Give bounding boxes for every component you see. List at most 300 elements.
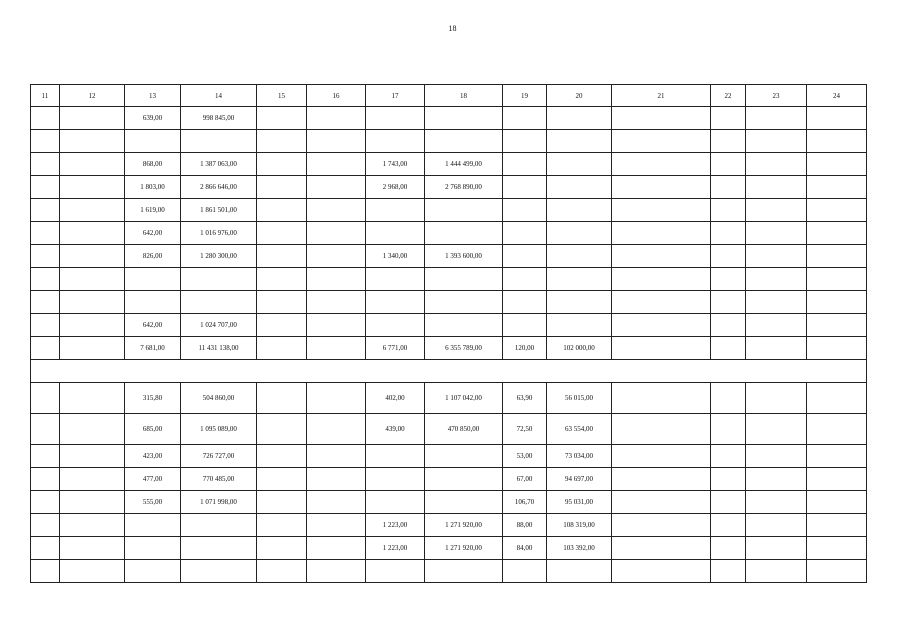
table-cell bbox=[807, 130, 867, 153]
table-row bbox=[31, 268, 867, 291]
table-cell bbox=[257, 560, 307, 583]
table-cell bbox=[612, 414, 711, 445]
table-cell bbox=[612, 199, 711, 222]
table-cell bbox=[807, 383, 867, 414]
data-table bbox=[30, 84, 867, 583]
table-cell: 504 860,00 bbox=[181, 383, 257, 414]
table-cell bbox=[307, 468, 366, 491]
table-cell: 1 743,00 bbox=[366, 153, 425, 176]
column-header: 11 bbox=[31, 85, 60, 107]
table-cell bbox=[425, 222, 503, 245]
table-cell bbox=[60, 291, 125, 314]
table-cell bbox=[31, 491, 60, 514]
table-cell bbox=[307, 560, 366, 583]
table-cell bbox=[807, 514, 867, 537]
table-cell: 1 393 600,00 bbox=[425, 245, 503, 268]
table-row bbox=[31, 176, 867, 199]
table-cell: 103 392,00 bbox=[547, 537, 612, 560]
column-header: 22 bbox=[711, 85, 746, 107]
table-cell: 56 015,00 bbox=[547, 383, 612, 414]
table-cell bbox=[366, 130, 425, 153]
table-cell bbox=[60, 468, 125, 491]
table-cell bbox=[31, 445, 60, 468]
table-cell bbox=[125, 268, 181, 291]
table-cell bbox=[60, 537, 125, 560]
table-cell bbox=[181, 560, 257, 583]
table-cell bbox=[257, 107, 307, 130]
column-header: 23 bbox=[746, 85, 807, 107]
table-cell bbox=[257, 314, 307, 337]
table-cell bbox=[257, 176, 307, 199]
table-row bbox=[31, 314, 867, 337]
table-cell bbox=[503, 199, 547, 222]
table-cell bbox=[503, 153, 547, 176]
table-cell bbox=[746, 537, 807, 560]
table-cell bbox=[612, 560, 711, 583]
table-cell bbox=[503, 130, 547, 153]
table-cell bbox=[711, 199, 746, 222]
table-cell bbox=[711, 414, 746, 445]
table-cell: 1 387 063,00 bbox=[181, 153, 257, 176]
table-cell bbox=[547, 291, 612, 314]
table-cell: 72,50 bbox=[503, 414, 547, 445]
table-cell bbox=[807, 107, 867, 130]
table-cell bbox=[547, 560, 612, 583]
table-cell bbox=[425, 314, 503, 337]
table-cell bbox=[612, 445, 711, 468]
table-cell: 1 024 707,00 bbox=[181, 314, 257, 337]
table-cell bbox=[31, 245, 60, 268]
table-cell bbox=[612, 107, 711, 130]
table-cell bbox=[31, 222, 60, 245]
table-cell bbox=[612, 537, 711, 560]
table-cell bbox=[60, 337, 125, 360]
table-row bbox=[31, 199, 867, 222]
table-cell: 470 850,00 bbox=[425, 414, 503, 445]
column-header: 18 bbox=[425, 85, 503, 107]
table-cell: 84,00 bbox=[503, 537, 547, 560]
table-cell bbox=[807, 445, 867, 468]
table-cell bbox=[547, 268, 612, 291]
table-cell bbox=[503, 222, 547, 245]
column-header: 21 bbox=[612, 85, 711, 107]
table-cell bbox=[181, 291, 257, 314]
table-cell bbox=[125, 130, 181, 153]
table-cell bbox=[425, 445, 503, 468]
table-cell bbox=[257, 414, 307, 445]
table-cell bbox=[746, 222, 807, 245]
table-cell bbox=[60, 491, 125, 514]
table-cell: 7 681,00 bbox=[125, 337, 181, 360]
table-row bbox=[31, 360, 867, 383]
table-cell: 642,00 bbox=[125, 222, 181, 245]
table-cell bbox=[547, 245, 612, 268]
column-header: 12 bbox=[60, 85, 125, 107]
table-cell bbox=[181, 514, 257, 537]
table-cell: 1 861 501,00 bbox=[181, 199, 257, 222]
table-cell bbox=[807, 314, 867, 337]
table-cell bbox=[503, 245, 547, 268]
table-cell bbox=[612, 222, 711, 245]
table-cell: 73 034,00 bbox=[547, 445, 612, 468]
table-cell bbox=[257, 514, 307, 537]
table-cell bbox=[612, 491, 711, 514]
table-cell: 6 355 789,00 bbox=[425, 337, 503, 360]
table-cell bbox=[307, 514, 366, 537]
table-cell bbox=[711, 107, 746, 130]
table-cell bbox=[425, 291, 503, 314]
table-row bbox=[31, 414, 867, 445]
table-cell bbox=[31, 268, 60, 291]
table-cell: 108 319,00 bbox=[547, 514, 612, 537]
table-cell bbox=[125, 537, 181, 560]
table-cell: 63,90 bbox=[503, 383, 547, 414]
table-cell bbox=[547, 314, 612, 337]
table-cell: 53,00 bbox=[503, 445, 547, 468]
table-row bbox=[31, 222, 867, 245]
table-cell: 1 107 042,00 bbox=[425, 383, 503, 414]
table-cell bbox=[60, 383, 125, 414]
table-row bbox=[31, 107, 867, 130]
table-cell bbox=[257, 268, 307, 291]
table-row bbox=[31, 445, 867, 468]
table-cell bbox=[60, 176, 125, 199]
table-cell bbox=[366, 314, 425, 337]
table-cell: 1 619,00 bbox=[125, 199, 181, 222]
table-cell bbox=[711, 130, 746, 153]
table-cell bbox=[60, 107, 125, 130]
table-cell bbox=[807, 245, 867, 268]
table-cell bbox=[31, 107, 60, 130]
table-cell: 63 554,00 bbox=[547, 414, 612, 445]
table-cell bbox=[711, 314, 746, 337]
table-cell bbox=[503, 176, 547, 199]
table-cell: 1 271 920,00 bbox=[425, 537, 503, 560]
table-cell bbox=[31, 291, 60, 314]
table-cell bbox=[711, 222, 746, 245]
table-cell: 1 095 089,00 bbox=[181, 414, 257, 445]
table-cell bbox=[307, 445, 366, 468]
table-cell: 6 771,00 bbox=[366, 337, 425, 360]
table-cell bbox=[307, 537, 366, 560]
header-row bbox=[31, 85, 867, 107]
table-cell bbox=[181, 130, 257, 153]
table-cell bbox=[60, 560, 125, 583]
table-cell bbox=[807, 337, 867, 360]
table-cell bbox=[366, 468, 425, 491]
table-cell bbox=[547, 176, 612, 199]
table-row bbox=[31, 291, 867, 314]
column-header: 24 bbox=[807, 85, 867, 107]
table-cell bbox=[711, 268, 746, 291]
table-cell bbox=[257, 222, 307, 245]
table-cell bbox=[746, 337, 807, 360]
table-cell bbox=[807, 560, 867, 583]
table-cell bbox=[31, 468, 60, 491]
table-cell: 11 431 138,00 bbox=[181, 337, 257, 360]
table-cell bbox=[425, 199, 503, 222]
table-cell bbox=[307, 199, 366, 222]
table-cell bbox=[60, 245, 125, 268]
table-cell bbox=[807, 153, 867, 176]
table-cell: 102 000,00 bbox=[547, 337, 612, 360]
table-cell bbox=[612, 514, 711, 537]
table-cell bbox=[807, 537, 867, 560]
table-cell: 67,00 bbox=[503, 468, 547, 491]
table-row bbox=[31, 560, 867, 583]
table-cell bbox=[366, 491, 425, 514]
table-cell: 1 223,00 bbox=[366, 514, 425, 537]
table-cell: 2 866 646,00 bbox=[181, 176, 257, 199]
section-separator-cell bbox=[31, 360, 867, 383]
table-cell bbox=[31, 176, 60, 199]
table-cell bbox=[503, 560, 547, 583]
table-cell bbox=[257, 199, 307, 222]
table-cell bbox=[125, 514, 181, 537]
table-cell: 1 340,00 bbox=[366, 245, 425, 268]
table-row bbox=[31, 383, 867, 414]
table-cell bbox=[366, 107, 425, 130]
table-cell bbox=[257, 153, 307, 176]
table-cell bbox=[307, 268, 366, 291]
table-cell bbox=[746, 491, 807, 514]
table-cell bbox=[307, 130, 366, 153]
table-cell: 685,00 bbox=[125, 414, 181, 445]
table-cell: 94 697,00 bbox=[547, 468, 612, 491]
table-cell bbox=[746, 245, 807, 268]
table-cell bbox=[31, 199, 60, 222]
table-cell bbox=[711, 383, 746, 414]
column-header: 19 bbox=[503, 85, 547, 107]
table-cell: 120,00 bbox=[503, 337, 547, 360]
table-cell: 423,00 bbox=[125, 445, 181, 468]
table-cell: 998 845,00 bbox=[181, 107, 257, 130]
page-number: 18 bbox=[448, 24, 457, 33]
table-cell bbox=[807, 268, 867, 291]
table-cell bbox=[307, 491, 366, 514]
table-cell bbox=[746, 130, 807, 153]
table-cell bbox=[257, 130, 307, 153]
table-cell bbox=[425, 468, 503, 491]
table-cell bbox=[60, 153, 125, 176]
table-row bbox=[31, 337, 867, 360]
table-cell bbox=[425, 107, 503, 130]
table-cell bbox=[60, 268, 125, 291]
table-cell bbox=[503, 268, 547, 291]
table-cell bbox=[746, 291, 807, 314]
table-cell bbox=[366, 222, 425, 245]
column-header: 16 bbox=[307, 85, 366, 107]
table-cell: 402,00 bbox=[366, 383, 425, 414]
table-cell bbox=[307, 337, 366, 360]
table-cell: 88,00 bbox=[503, 514, 547, 537]
table-cell: 639,00 bbox=[125, 107, 181, 130]
table-cell bbox=[746, 153, 807, 176]
table-cell bbox=[746, 560, 807, 583]
table-cell bbox=[366, 445, 425, 468]
table-cell: 868,00 bbox=[125, 153, 181, 176]
table-cell bbox=[746, 176, 807, 199]
table-cell bbox=[503, 314, 547, 337]
table-cell bbox=[60, 314, 125, 337]
table-cell bbox=[612, 291, 711, 314]
table-cell bbox=[711, 445, 746, 468]
table-cell: 826,00 bbox=[125, 245, 181, 268]
table-cell bbox=[711, 514, 746, 537]
table-cell bbox=[807, 291, 867, 314]
table-cell bbox=[711, 245, 746, 268]
table-row bbox=[31, 245, 867, 268]
table-cell bbox=[711, 560, 746, 583]
table-cell bbox=[366, 199, 425, 222]
table-cell bbox=[807, 491, 867, 514]
table-cell bbox=[307, 176, 366, 199]
table-cell bbox=[612, 176, 711, 199]
table-cell: 106,70 bbox=[503, 491, 547, 514]
table-cell: 1 803,00 bbox=[125, 176, 181, 199]
table-cell: 1 444 499,00 bbox=[425, 153, 503, 176]
table-cell bbox=[307, 153, 366, 176]
table-cell bbox=[31, 383, 60, 414]
table-cell: 1 016 976,00 bbox=[181, 222, 257, 245]
table-cell: 1 071 998,00 bbox=[181, 491, 257, 514]
table-cell bbox=[31, 560, 60, 583]
table-cell bbox=[257, 537, 307, 560]
table-cell bbox=[746, 468, 807, 491]
table-cell bbox=[60, 222, 125, 245]
table-cell: 315,80 bbox=[125, 383, 181, 414]
table-row bbox=[31, 153, 867, 176]
table-cell bbox=[307, 383, 366, 414]
table-cell: 2 968,00 bbox=[366, 176, 425, 199]
table-cell bbox=[307, 222, 366, 245]
table-cell: 477,00 bbox=[125, 468, 181, 491]
table-cell: 642,00 bbox=[125, 314, 181, 337]
table-cell bbox=[307, 245, 366, 268]
table-cell bbox=[612, 268, 711, 291]
table-cell bbox=[746, 383, 807, 414]
table-cell bbox=[711, 468, 746, 491]
table-cell bbox=[60, 199, 125, 222]
table-cell bbox=[425, 268, 503, 291]
table-cell bbox=[257, 245, 307, 268]
table-cell bbox=[547, 153, 612, 176]
table-cell bbox=[307, 291, 366, 314]
table-cell bbox=[425, 491, 503, 514]
table-cell bbox=[711, 153, 746, 176]
table-cell bbox=[60, 414, 125, 445]
table-cell: 1 223,00 bbox=[366, 537, 425, 560]
table-cell bbox=[711, 337, 746, 360]
table-cell bbox=[547, 130, 612, 153]
column-header: 17 bbox=[366, 85, 425, 107]
table-cell bbox=[366, 268, 425, 291]
table-cell bbox=[31, 337, 60, 360]
table-row bbox=[31, 514, 867, 537]
table-cell bbox=[425, 130, 503, 153]
table-cell bbox=[31, 414, 60, 445]
table-cell bbox=[807, 176, 867, 199]
table-cell bbox=[807, 222, 867, 245]
table-cell bbox=[125, 560, 181, 583]
table-cell bbox=[60, 514, 125, 537]
table-cell bbox=[612, 383, 711, 414]
column-header: 15 bbox=[257, 85, 307, 107]
table-cell bbox=[366, 291, 425, 314]
table-cell bbox=[257, 337, 307, 360]
table-cell bbox=[257, 291, 307, 314]
table-cell bbox=[31, 153, 60, 176]
table-cell bbox=[307, 414, 366, 445]
table-cell: 555,00 bbox=[125, 491, 181, 514]
table-cell bbox=[181, 537, 257, 560]
table-cell bbox=[807, 468, 867, 491]
table-cell bbox=[746, 107, 807, 130]
table-row bbox=[31, 468, 867, 491]
table-cell bbox=[31, 514, 60, 537]
table-cell bbox=[746, 199, 807, 222]
table-cell bbox=[307, 314, 366, 337]
table-row bbox=[31, 491, 867, 514]
table-cell bbox=[746, 514, 807, 537]
table-cell bbox=[257, 445, 307, 468]
table-cell bbox=[612, 245, 711, 268]
table-cell bbox=[807, 414, 867, 445]
table-cell bbox=[366, 560, 425, 583]
table-cell bbox=[31, 130, 60, 153]
table-cell: 95 031,00 bbox=[547, 491, 612, 514]
table-cell bbox=[711, 176, 746, 199]
table-cell bbox=[125, 291, 181, 314]
table-cell bbox=[711, 491, 746, 514]
table-cell bbox=[503, 291, 547, 314]
column-header: 14 bbox=[181, 85, 257, 107]
table-cell bbox=[257, 491, 307, 514]
table-cell: 2 768 890,00 bbox=[425, 176, 503, 199]
table-row bbox=[31, 130, 867, 153]
table-cell bbox=[31, 314, 60, 337]
table-cell: 770 485,00 bbox=[181, 468, 257, 491]
table-cell bbox=[612, 130, 711, 153]
table-row bbox=[31, 537, 867, 560]
table-cell bbox=[612, 337, 711, 360]
table-cell bbox=[711, 537, 746, 560]
table-cell bbox=[746, 314, 807, 337]
table-cell bbox=[547, 199, 612, 222]
table-cell bbox=[31, 537, 60, 560]
table-cell bbox=[711, 291, 746, 314]
table-cell bbox=[807, 199, 867, 222]
table-cell bbox=[425, 560, 503, 583]
column-header: 20 bbox=[547, 85, 612, 107]
table-cell bbox=[181, 268, 257, 291]
table-cell bbox=[60, 130, 125, 153]
table-cell bbox=[746, 414, 807, 445]
table-cell bbox=[547, 222, 612, 245]
table-cell: 1 280 300,00 bbox=[181, 245, 257, 268]
table-cell bbox=[307, 107, 366, 130]
table-cell bbox=[612, 314, 711, 337]
table-cell bbox=[257, 383, 307, 414]
column-header: 13 bbox=[125, 85, 181, 107]
table-cell: 1 271 920,00 bbox=[425, 514, 503, 537]
table-cell bbox=[746, 445, 807, 468]
table-cell bbox=[746, 268, 807, 291]
table-cell bbox=[503, 107, 547, 130]
table-cell: 726 727,00 bbox=[181, 445, 257, 468]
table-cell bbox=[547, 107, 612, 130]
table-cell bbox=[257, 468, 307, 491]
